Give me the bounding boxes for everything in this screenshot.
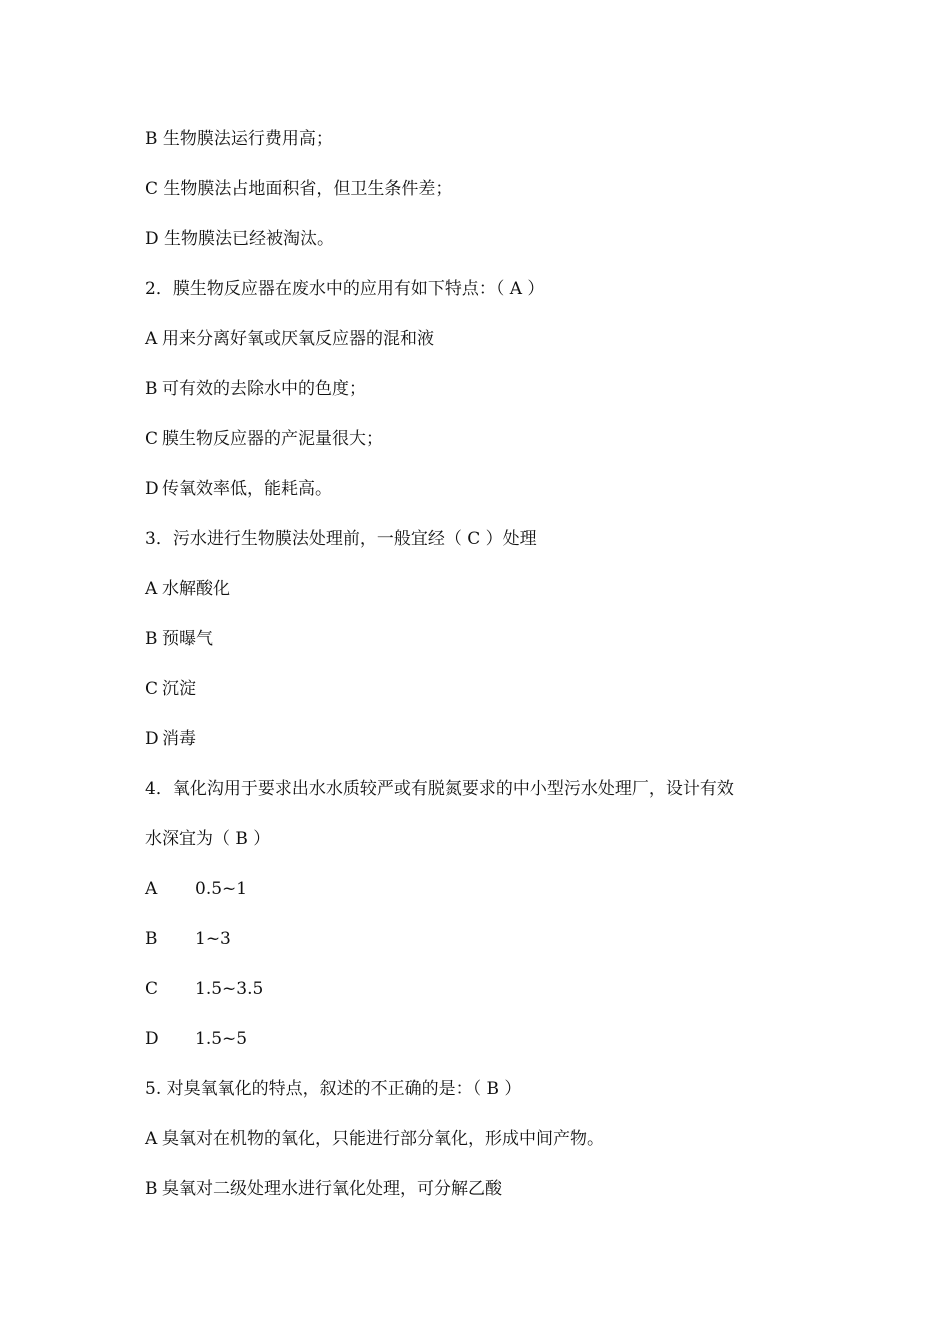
q1-option-b: B 生物膜法运行费用高；: [145, 129, 333, 149]
option-text: 0.5~1: [195, 879, 248, 899]
q2-option-c: [145, 420, 825, 470]
q2-option-a: [145, 320, 825, 370]
q5-option-a: [145, 1120, 825, 1170]
option-letter: A: [145, 879, 158, 899]
q4-stem-line2: 水深宜为（ B ）: [145, 829, 271, 849]
option-text: 臭氧对在机物的氧化，只能进行部分氧化，形成中间产物。: [162, 1129, 604, 1149]
option-text: 沉淀: [162, 679, 196, 699]
q5-stem: 5. 对臭氧氧化的特点，叙述的不正确的是：（ B ）: [145, 1079, 522, 1099]
option-text: 可有效的去除水中的色度；: [162, 379, 366, 399]
option-text: 预曝气: [162, 629, 213, 649]
q3-option-a: [145, 570, 825, 620]
q1-option-c: C 生物膜法占地面积省，但卫生条件差；: [145, 179, 453, 199]
q4-option-d: [145, 1020, 825, 1070]
option-letter: C: [145, 979, 159, 999]
option-text: 1~3: [195, 929, 231, 949]
option-letter: B: [145, 629, 158, 649]
q5-option-b: [145, 1170, 825, 1220]
q4-stem-line1: 4．氧化沟用于要求出水水质较严或有脱氮要求的中小型污水处理厂，设计有效: [145, 779, 734, 799]
option-letter: A: [145, 329, 158, 349]
option-letter: A: [145, 1129, 158, 1149]
q2-stem: 2．膜生物反应器在废水中的应用有如下特点：（ A ）: [145, 279, 545, 299]
option-letter: B: [145, 929, 158, 949]
document-body: [145, 120, 825, 1220]
option-text: 用来分离好氧或厌氧反应器的混和液: [162, 329, 434, 349]
option-letter: B: [145, 379, 158, 399]
q4-option-c: [145, 970, 825, 1020]
q4-option-a: [145, 870, 825, 920]
q3-option-d: [145, 720, 825, 770]
q1-option-d: D 生物膜法已经被淘汰。: [145, 229, 335, 249]
option-text: 膜生物反应器的产泥量很大；: [162, 429, 383, 449]
q3-option-c: [145, 670, 825, 720]
q2-option-d: [145, 470, 825, 520]
option-letter: C: [145, 429, 159, 449]
q2-option-b: [145, 370, 825, 420]
option-letter: D: [145, 479, 159, 499]
q3-option-b: [145, 620, 825, 670]
option-text: 消毒: [162, 729, 196, 749]
option-text: 1.5~3.5: [195, 979, 264, 999]
option-text: 1.5~5: [195, 1029, 248, 1049]
q4-option-b: [145, 920, 825, 970]
option-letter: D: [145, 1029, 159, 1049]
option-letter: D: [145, 729, 159, 749]
option-letter: C: [145, 679, 159, 699]
option-letter: A: [145, 579, 158, 599]
q3-stem: 3．污水进行生物膜法处理前，一般宜经（ C ）处理: [145, 529, 537, 549]
option-text: 臭氧对二级处理水进行氧化处理，可分解乙酸: [162, 1179, 502, 1199]
option-text: 水解酸化: [162, 579, 230, 599]
option-letter: B: [145, 1179, 158, 1199]
option-text: 传氧效率低，能耗高。: [162, 479, 332, 499]
